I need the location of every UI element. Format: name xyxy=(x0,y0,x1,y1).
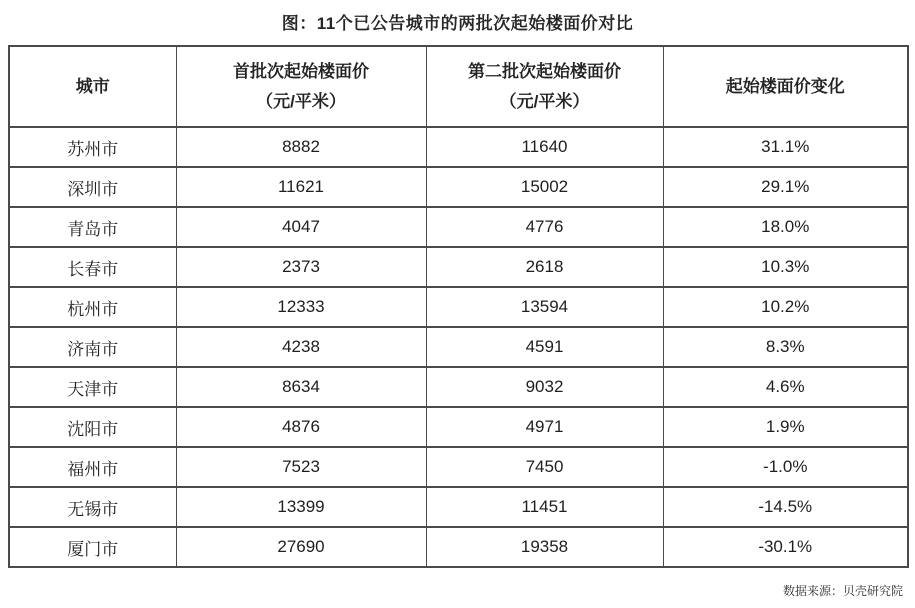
second-batch-price-cell: 4971 xyxy=(426,407,663,447)
first-batch-price-cell: 11621 xyxy=(176,167,426,207)
second-batch-price-cell: 9032 xyxy=(426,367,663,407)
first-batch-price-cell: 13399 xyxy=(176,487,426,527)
second-batch-price-cell: 19358 xyxy=(426,527,663,567)
table-row xyxy=(9,447,908,487)
second-batch-price-cell: 11451 xyxy=(426,487,663,527)
second-batch-price-cell: 4776 xyxy=(426,207,663,247)
price-change-cell: 4.6% xyxy=(663,367,908,407)
first-batch-price-cell: 8634 xyxy=(176,367,426,407)
header-first-batch-unit: （元/平米） xyxy=(256,91,346,111)
price-change-cell: -30.1% xyxy=(663,527,908,567)
first-batch-price-cell: 7523 xyxy=(176,447,426,487)
table-row xyxy=(9,487,908,527)
first-batch-price-cell: 4047 xyxy=(176,207,426,247)
price-change-cell: 10.2% xyxy=(663,287,908,327)
price-change-cell: 31.1% xyxy=(663,127,908,167)
price-comparison-table xyxy=(8,45,909,568)
city-cell: 济南市 xyxy=(9,327,176,367)
price-change-cell: -14.5% xyxy=(663,487,908,527)
city-cell: 深圳市 xyxy=(9,167,176,207)
data-source-note: 数据来源：贝壳研究院 xyxy=(782,584,903,598)
first-batch-price-cell: 8882 xyxy=(176,127,426,167)
table-row xyxy=(9,407,908,447)
first-batch-price-cell: 4876 xyxy=(176,407,426,447)
table-row xyxy=(9,367,908,407)
figure-title: 图：11个已公告城市的两批次起始楼面价对比 xyxy=(281,14,634,33)
header-city xyxy=(9,46,176,127)
header-second-batch-price xyxy=(426,46,663,127)
city-cell: 天津市 xyxy=(9,367,176,407)
first-batch-price-cell: 12333 xyxy=(176,287,426,327)
city-cell: 青岛市 xyxy=(9,207,176,247)
header-first-batch-price xyxy=(176,46,426,127)
price-change-cell: 10.3% xyxy=(663,247,908,287)
table-body xyxy=(9,127,908,567)
city-cell: 福州市 xyxy=(9,447,176,487)
header-second-batch-unit: （元/平米） xyxy=(499,91,590,111)
table-header xyxy=(9,46,908,127)
second-batch-price-cell: 15002 xyxy=(426,167,663,207)
city-cell: 厦门市 xyxy=(9,527,176,567)
table-row xyxy=(9,167,908,207)
price-change-cell: 29.1% xyxy=(663,167,908,207)
first-batch-price-cell: 27690 xyxy=(176,527,426,567)
table-row xyxy=(9,207,908,247)
second-batch-price-cell: 13594 xyxy=(426,287,663,327)
price-change-cell: -1.0% xyxy=(663,447,908,487)
city-cell: 沈阳市 xyxy=(9,407,176,447)
second-batch-price-cell: 11640 xyxy=(426,127,663,167)
price-change-cell: 1.9% xyxy=(663,407,908,447)
table-row xyxy=(9,527,908,567)
table-row xyxy=(9,127,908,167)
header-city-label: 城市 xyxy=(75,76,110,96)
table-row xyxy=(9,287,908,327)
first-batch-price-cell: 2373 xyxy=(176,247,426,287)
table-row xyxy=(9,247,908,287)
city-cell: 杭州市 xyxy=(9,287,176,327)
city-cell: 无锡市 xyxy=(9,487,176,527)
city-cell: 长春市 xyxy=(9,247,176,287)
table-row xyxy=(9,327,908,367)
header-first-batch-label: 首批次起始楼面价 xyxy=(233,61,369,81)
second-batch-price-cell: 7450 xyxy=(426,447,663,487)
first-batch-price-cell: 4238 xyxy=(176,327,426,367)
header-price-change xyxy=(663,46,908,127)
second-batch-price-cell: 4591 xyxy=(426,327,663,367)
header-row xyxy=(9,46,908,127)
city-cell: 苏州市 xyxy=(9,127,176,167)
header-price-change-label: 起始楼面价变化 xyxy=(725,76,845,96)
second-batch-price-cell: 2618 xyxy=(426,247,663,287)
price-change-cell: 8.3% xyxy=(663,327,908,367)
header-second-batch-label: 第二批次起始楼面价 xyxy=(468,61,621,81)
price-change-cell: 18.0% xyxy=(663,207,908,247)
